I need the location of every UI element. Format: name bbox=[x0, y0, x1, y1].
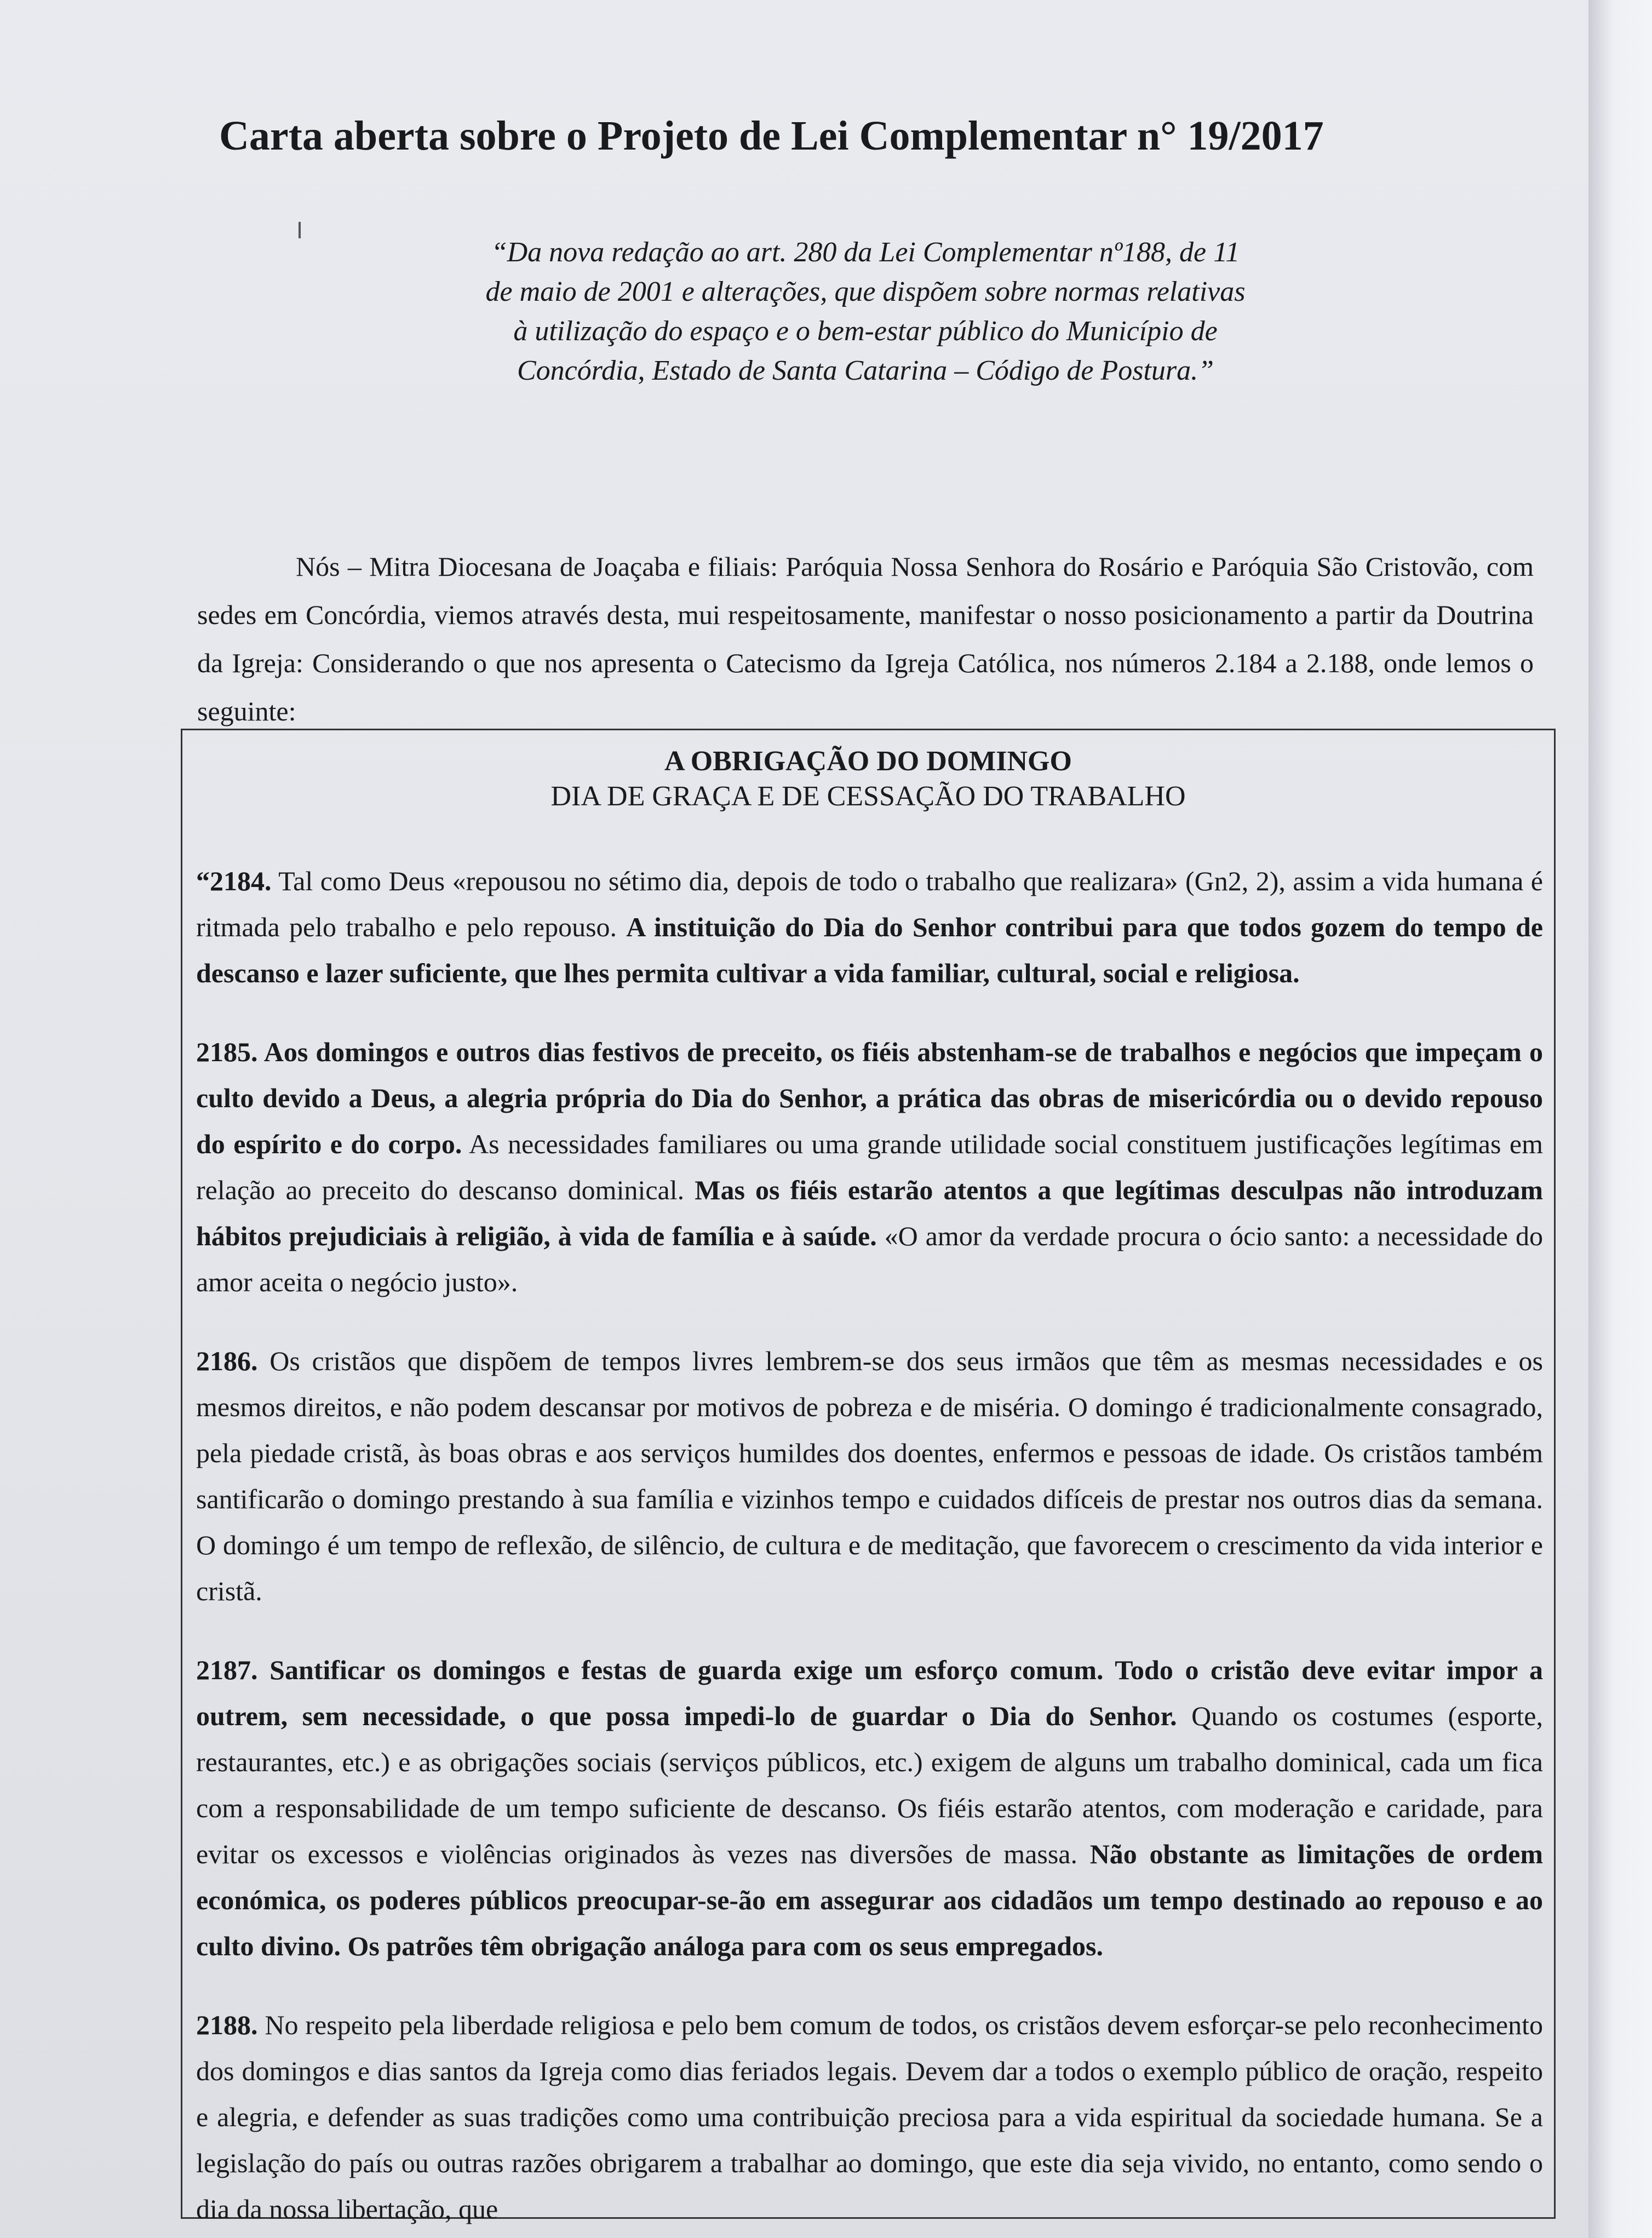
catechism-excerpt-box bbox=[181, 729, 1556, 2224]
paragraph-number: 2185. bbox=[196, 1037, 258, 1067]
paragraph-number: “2184. bbox=[196, 866, 272, 896]
paragraph-bold-text: A instituição do Dia do Senhor contribui para que todos gozem do tempo de descanso e lazer suficiente, que lhes permita cultivar a vida familiar, cultural, social e religiosa. bbox=[196, 912, 1543, 988]
intro-paragraph: Nós – Mitra Diocesana de Joaçaba e filiais: Paróquia Nossa Senhora do Rosário e Paróquia São Cristovão, com sedes em Concórdia, viemos através desta, mui respeitosamente, manifestar o nosso posicionamento a partir da Doutrina da Igreja: Considerando o que nos apresenta o Catecismo da Igreja Católica, nos números 2.184 a 2.188, onde lemos o seguinte: bbox=[197, 551, 1534, 726]
paragraph-text: Quando os costumes (esporte, restaurantes, etc.) e as obrigações sociais (serviços públicos, etc.) exigem de alguns um trabalho dominical, cada um fica com a responsabilidade de um tempo suficiente de descanso. Os fiéis estarão atentos, com moderação e caridade, para evitar os excessos e violências originados às vezes nas diversões de massa. bbox=[196, 1701, 1543, 1869]
excerpt-heading: A OBRIGAÇÃO DO DOMINGO bbox=[664, 746, 1072, 777]
paragraph-2186 bbox=[196, 1338, 1543, 1614]
pen-mark bbox=[299, 222, 301, 238]
paragraph-2188 bbox=[196, 2002, 1543, 2232]
paragraph-bold-text: Santificar os domingos e festas de guarda exige um esforço comum. Todo o cristão deve evitar impor a outrem, sem necessidade, o que possa impedi-lo de guardar o Dia do Senhor. bbox=[196, 1655, 1543, 1731]
paragraph-text: Tal como Deus «repousou no sétimo dia, depois de todo o trabalho que realizara» (Gn2, 2), assim a vida humana é ritmada pelo trabalho e pelo repouso. bbox=[196, 866, 1543, 942]
paragraph-2184 bbox=[196, 858, 1543, 996]
excerpt-subheading: DIA DE GRAÇA E DE CESSAÇÃO DO TRABALHO bbox=[550, 781, 1186, 812]
paragraph-2185 bbox=[196, 1029, 1543, 1305]
paragraph-number: 2188. bbox=[196, 2010, 258, 2040]
paragraph-text: «O amor da verdade procura o ócio santo: a necessidade do amor aceita o negócio justo». bbox=[196, 1221, 1543, 1297]
document-title: Carta aberta sobre o Projeto de Lei Complementar n° 19/2017 bbox=[219, 113, 1324, 159]
paragraph-bold-text: Mas os fiéis estarão atentos a que legítimas desculpas não introduzam hábitos prejudiciais à religião, à vida de família e à saúde. bbox=[196, 1175, 1543, 1251]
paragraph-text: As necessidades familiares ou uma grande utilidade social constituem justificações legítimas em relação ao preceito do descanso dominical. bbox=[196, 1129, 1543, 1205]
paragraph-text: Os cristãos que dispõem de tempos livres lembrem-se dos seus irmãos que têm as mesmas necessidades e os mesmos direitos, e não podem descansar por motivos de pobreza e de miséria. O domingo é tradicionalmente consagrado, pela piedade cristã, às boas obras e aos serviços humildes dos doentes, enfermos e pessoas de idade. Os cristãos também santificarão o domingo prestando à sua família e vizinhos tempo e cuidados difíceis de prestar nos outros dias da semana. O domingo é um tempo de reflexão, de silêncio, de cultura e de meditação, que favorecem o crescimento da vida interior e cristã. bbox=[196, 1346, 1543, 1606]
paragraph-text: No respeito pela liberdade religiosa e pelo bem comum de todos, os cristãos devem esforçar-se pelo reconhecimento dos domingos e dias santos da Igreja como dias feriados legais. Devem dar a todos o exemplo público de oração, respeito e alegria, e defender as suas tradições como uma contribuição preciosa para a vida espiritual da sociedade humana. Se a legislação do país ou outras razões obrigarem a trabalhar ao domingo, que este dia seja vivido, no entanto, como sendo o dia da nossa libertação, que bbox=[196, 2010, 1543, 2224]
paragraph-number: 2187. bbox=[196, 1655, 258, 1685]
paragraph-number: 2186. bbox=[196, 1346, 258, 1376]
page-edge-shadow bbox=[1588, 0, 1652, 2238]
epigraph-quote: “Da nova redação ao art. 280 da Lei Complementar nº188, de 11 de maio de 2001 e alterações, que dispõem sobre normas relativas à utilização do espaço e o bem-estar público do Município de Concórdia, Estado de Santa Catarina – Código de Postura.” bbox=[485, 237, 1246, 386]
paragraph-2187 bbox=[196, 1647, 1543, 1969]
paragraph-bold-text: Não obstante as limitações de ordem económica, os poderes públicos preocupar-se-ão em assegurar aos cidadãos um tempo destinado ao repouso e ao culto divino. Os patrões têm obrigação análoga para com os seus empregados. bbox=[196, 1839, 1544, 1961]
paragraph-bold-text: Aos domingos e outros dias festivos de preceito, os fiéis abstenham-se de trabalhos e negócios que impeçam o culto devido a Deus, a alegria própria do Dia do Senhor, a prática das obras de misericórdia ou o devido repouso do espírito e do corpo. bbox=[196, 1037, 1543, 1159]
